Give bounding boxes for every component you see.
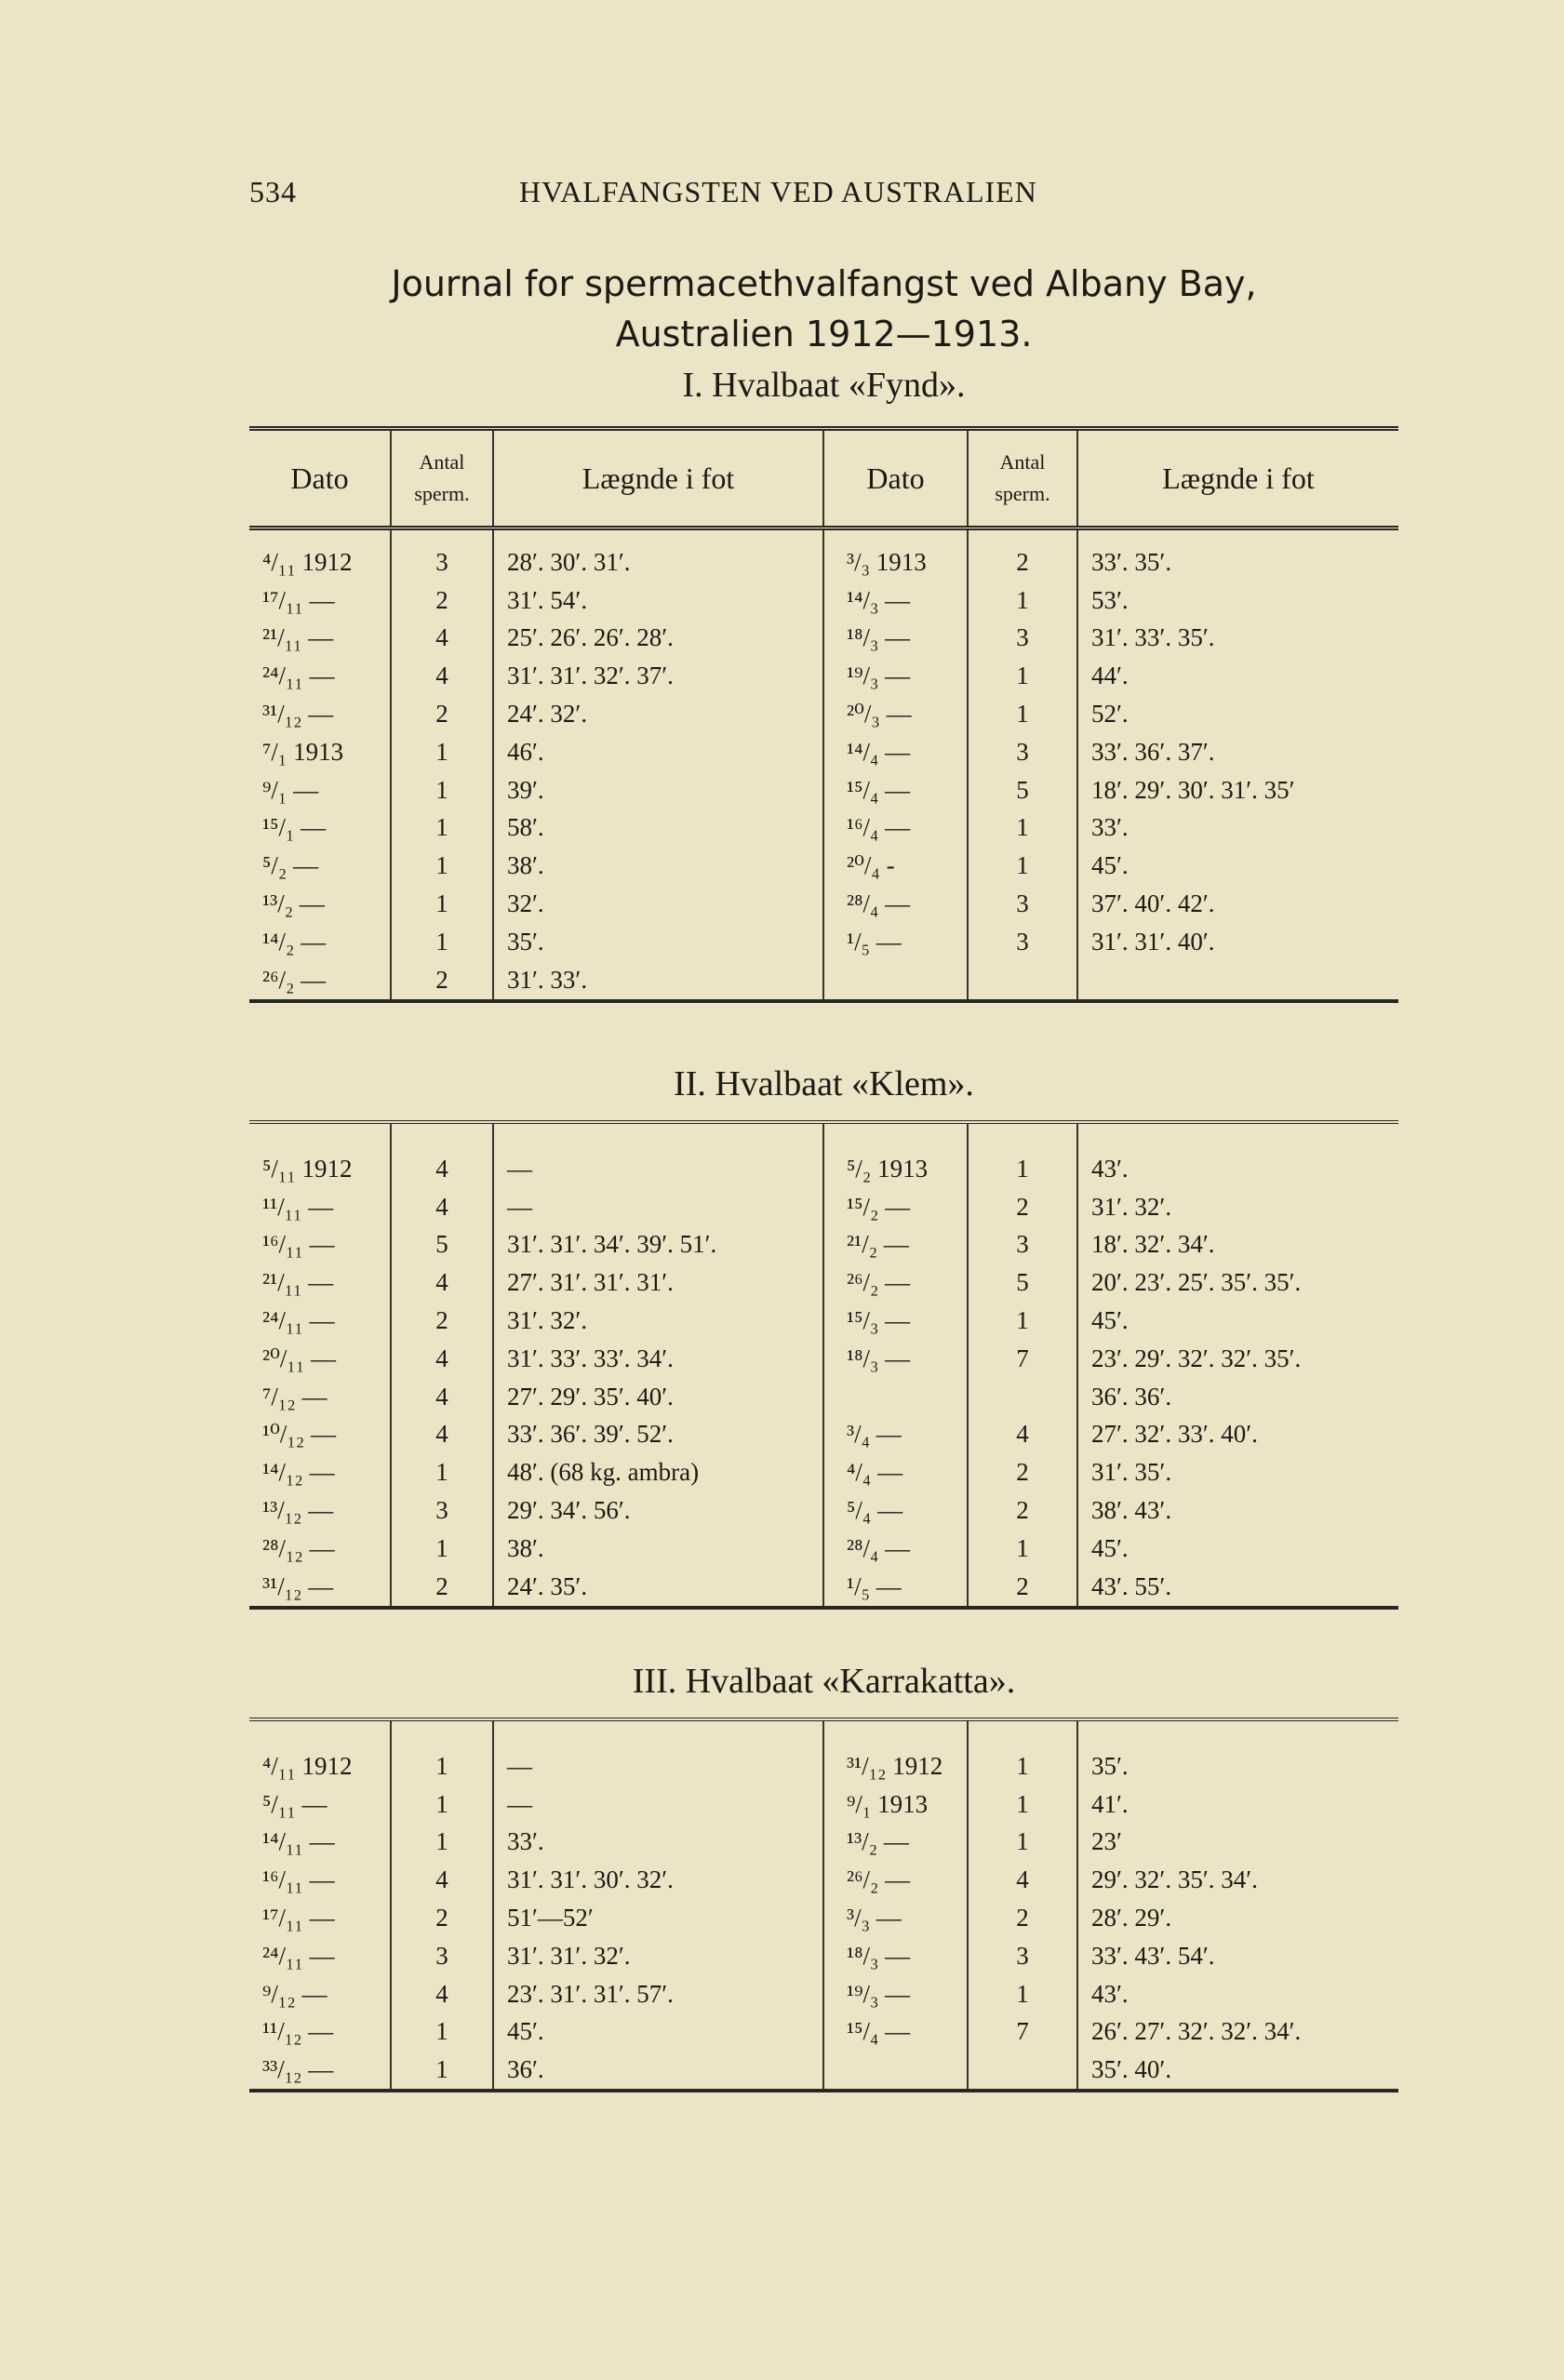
cell-dato: ¹⁶/₁₁ — [249,1226,391,1264]
col-header-sperm: sperm. [414,482,470,505]
cell-dato: ¹⁰/₁₂ — [249,1416,391,1454]
cell-laengde: 31′. 54′. [493,582,823,620]
cell-antal-sperm: 4 [391,1264,493,1302]
cell-dato: ²⁴/₁₁ — [249,1937,391,1975]
cell-antal-sperm-2: 7 [968,2013,1077,2052]
col-header-antal-2: Antal [999,450,1046,474]
cell-laengde-2: 26′. 27′. 32′. 32′. 34′. [1091,2017,1302,2046]
cell-dato: ²⁴/₁₁ — [249,1302,391,1340]
cell-antal-sperm-2 [968,2051,1077,2091]
cell-dato-2: ¹⁹/₃ — [823,1975,968,2013]
cell-antal-sperm-2: 2 [968,528,1077,582]
cell-laengde-2: 33′. 36′. 37′. [1091,737,1215,766]
cell-laengde: — [493,1785,823,1824]
cell-dato: ¹¹/₁₂ — [249,2013,391,2052]
whale-table-fynd [249,426,1398,1003]
cell-antal-sperm-2: 2 [968,1453,1077,1491]
col-header-laengde-2: Lægnde i fot [1077,429,1398,528]
cell-laengde-2: 27′. 32′. 33′. 40′. [1091,1420,1258,1449]
table-row [249,2013,1398,2052]
cell-dato-2: ¹⁵/₄ — [823,771,968,809]
cell-laengde-2: 23′. 29′. 32′. 32′. 35′. [1091,1344,1302,1372]
cell-dato-2: ¹⁸/₃ — [823,620,968,658]
cell-antal-sperm: 2 [391,1568,493,1608]
table-row [249,695,1398,733]
cell-laengde-2: 31′. 32′. [1091,1192,1172,1221]
cell-laengde-2: 33′. [1091,813,1129,842]
cell-laengde-2 [1077,961,1398,1001]
table-row [249,620,1398,658]
cell-laengde-2: 38′. 43′. [1091,1496,1172,1525]
cell-laengde-2: 31′. 35′. [1091,1458,1172,1487]
cell-antal-sperm: 4 [391,1416,493,1454]
cell-dato: ¹⁴/₁₁ — [249,1824,391,1862]
col-header-laengde: Lægnde i fot [493,429,823,528]
cell-dato: ³¹/₁₂ — [249,1568,391,1608]
table-row [249,1302,1398,1340]
cell-laengde: 38′. [493,1530,823,1568]
cell-antal-sperm: 1 [391,809,493,848]
table-row [249,961,1398,1001]
table-body [249,1122,1398,1608]
table-row [249,2051,1398,2091]
cell-laengde-2: 35′. [1077,1719,1398,1785]
table-body [249,528,1398,1001]
cell-dato-2: ²⁰/₃ — [823,695,968,733]
cell-laengde-2: 36′. 36′. [1091,1382,1172,1411]
cell-laengde: 58′. [493,809,823,848]
cell-dato: ²⁴/₁₁ — [249,657,391,695]
cell-antal-sperm-2: 3 [968,1226,1077,1264]
cell-dato-2: ¹⁸/₃ — [823,1340,968,1378]
cell-laengde: 36′. [493,2051,823,2091]
cell-antal-sperm-2: 5 [968,771,1077,809]
table-row [249,1785,1398,1824]
cell-laengde: 32′. [493,885,823,923]
cell-antal-sperm: 4 [391,620,493,658]
cell-antal-sperm-2 [968,961,1077,1001]
cell-dato: ²⁶/₂ — [249,961,391,1001]
cell-antal-sperm: 1 [391,733,493,771]
table-row [249,657,1398,695]
cell-dato: ¹³/₁₂ — [249,1491,391,1530]
cell-dato: ¹⁷/₁₁ — [249,1899,391,1937]
cell-dato: ⁷/₁₂ — [249,1378,391,1416]
cell-laengde-2: 52′. [1091,700,1129,729]
table-row [249,1264,1398,1302]
cell-antal-sperm-2: 1 [968,1530,1077,1568]
cell-laengde: 31′. 31′. 32′. 37′. [493,657,823,695]
cell-antal-sperm: 4 [391,1340,493,1378]
cell-antal-sperm: 4 [391,1975,493,2013]
cell-laengde-2: 45′. [1091,1306,1129,1335]
cell-dato-2: ¹⁶/₄ — [823,809,968,848]
cell-antal-sperm: 1 [391,2013,493,2052]
cell-antal-sperm-2: 7 [968,1340,1077,1378]
cell-laengde: 45′. [493,2013,823,2052]
cell-dato: ¹⁷/₁₁ — [249,582,391,620]
cell-laengde-2: 37′. 40′. 42′. [1091,889,1215,918]
cell-dato-2 [823,1378,968,1416]
cell-laengde: 33′. [493,1824,823,1862]
cell-laengde-2: 43′. [1091,1979,1129,2008]
cell-antal-sperm: 5 [391,1226,493,1264]
cell-dato: ²⁸/₁₂ — [249,1530,391,1568]
table-row [249,1122,1398,1188]
cell-laengde-2: 18′. 29′. 30′. 31′. 35′ [1091,775,1295,804]
cell-dato-2: ¹³/₂ — [823,1824,968,1862]
cell-laengde: 31′. 33′. [493,961,823,1001]
cell-laengde: 24′. 32′. [493,695,823,733]
table-row [249,528,1398,582]
cell-antal-sperm: 4 [391,1188,493,1226]
cell-dato-2: ²¹/₂ — [823,1226,968,1264]
cell-dato: ⁵/₁₁ 1912 [249,1122,391,1188]
cell-dato-2: ⁹/₁ 1913 [823,1785,968,1824]
cell-dato-2 [823,961,968,1001]
running-head: HVALFANGSTEN VED AUSTRALIEN [519,175,1037,208]
cell-antal-sperm: 2 [391,582,493,620]
cell-antal-sperm-2: 1 [968,695,1077,733]
cell-dato-2: ²⁶/₂ — [823,1861,968,1899]
cell-dato: ³³/₁₂ — [249,2051,391,2091]
cell-dato-2: ³/₃ 1913 [823,528,968,582]
table-row [249,1719,1398,1785]
cell-antal-sperm-2: 3 [968,885,1077,923]
table-row [249,923,1398,961]
table-row [249,1340,1398,1378]
col-header-dato: Dato [249,429,391,528]
cell-laengde: 27′. 31′. 31′. 31′. [493,1264,823,1302]
cell-antal-sperm-2 [968,1378,1077,1416]
cell-antal-sperm-2: 1 [968,657,1077,695]
cell-laengde: 27′. 29′. 35′. 40′. [493,1378,823,1416]
cell-antal-sperm: 4 [391,1378,493,1416]
cell-laengde: 31′. 31′. 32′. [493,1937,823,1975]
cell-antal-sperm: 2 [391,1899,493,1937]
cell-dato: ⁵/₂ — [249,847,391,885]
cell-antal-sperm: 1 [391,1719,493,1785]
cell-antal-sperm: 3 [391,1491,493,1530]
cell-antal-sperm: 2 [391,1302,493,1340]
table-row [249,1530,1398,1568]
col-header-antal-sperm [391,429,493,528]
cell-antal-sperm-2: 1 [968,1122,1077,1188]
cell-dato-2: ³/₃ — [823,1899,968,1937]
table-body [249,1719,1398,2091]
cell-dato-2: ¹⁵/₃ — [823,1302,968,1340]
cell-antal-sperm-2: 3 [968,620,1077,658]
cell-laengde-2: 53′. [1091,585,1129,614]
table-row [249,1453,1398,1491]
cell-antal-sperm: 2 [391,695,493,733]
cell-laengde-2: 35′. 40′. [1077,2051,1398,2091]
cell-laengde-2: 33′. 35′. [1091,547,1172,576]
cell-antal-sperm-2: 1 [968,582,1077,620]
cell-antal-sperm: 1 [391,1824,493,1862]
cell-antal-sperm: 1 [391,1785,493,1824]
cell-laengde-2: 23′ [1091,1827,1122,1856]
cell-dato-2: ¹/₅ — [823,1568,968,1608]
cell-antal-sperm: 3 [391,1937,493,1975]
table-row [249,885,1398,923]
cell-antal-sperm: 4 [391,1122,493,1188]
cell-antal-sperm-2: 1 [968,847,1077,885]
cell-dato-2: ⁵/₄ — [823,1491,968,1530]
cell-antal-sperm-2: 3 [968,923,1077,961]
cell-antal-sperm-2: 3 [968,1937,1077,1975]
table-row [249,1226,1398,1264]
table-row [249,1899,1398,1937]
title-line-2: Australien 1912—1913. [615,314,1033,354]
cell-laengde-2: 29′. 32′. 35′. 34′. [1091,1865,1258,1894]
cell-laengde: 39′. [493,771,823,809]
cell-laengde: 23′. 31′. 31′. 57′. [493,1975,823,2013]
cell-antal-sperm-2: 3 [968,733,1077,771]
cell-laengde-2: 18′. 32′. 34′. [1091,1230,1215,1259]
cell-laengde-2: 45′. [1091,851,1129,880]
section-heading-2: II. Hvalbaat «Klem». [674,1064,974,1103]
cell-laengde: 38′. [493,847,823,885]
cell-antal-sperm: 3 [391,528,493,582]
cell-antal-sperm: 1 [391,2051,493,2091]
cell-dato-2: ¹⁸/₃ — [823,1937,968,1975]
cell-laengde: — [493,1188,823,1226]
cell-antal-sperm-2: 4 [968,1861,1077,1899]
cell-dato: ²⁰/₁₁ — [249,1340,391,1378]
cell-dato: ²¹/₁₁ — [249,1264,391,1302]
cell-antal-sperm: 1 [391,1530,493,1568]
cell-dato: ¹⁵/₁ — [249,809,391,848]
cell-antal-sperm-2: 4 [968,1416,1077,1454]
cell-dato-2: ⁵/₂ 1913 [823,1122,968,1188]
cell-antal-sperm-2: 2 [968,1899,1077,1937]
cell-dato-2: ¹/₅ — [823,923,968,961]
cell-dato: ²¹/₁₁ — [249,620,391,658]
table-row [249,733,1398,771]
table-row [249,1824,1398,1862]
cell-dato: ³¹/₁₂ — [249,695,391,733]
cell-dato: ¹⁴/₁₂ — [249,1453,391,1491]
cell-laengde-2: 41′. [1091,1789,1129,1818]
cell-antal-sperm-2: 1 [968,1824,1077,1862]
cell-dato-2: ³¹/₁₂ 1912 [823,1719,968,1785]
cell-antal-sperm: 1 [391,771,493,809]
cell-laengde-2: 45′. [1091,1533,1129,1562]
cell-antal-sperm: 1 [391,885,493,923]
table-row [249,1861,1398,1899]
cell-dato-2: ¹⁵/₂ — [823,1188,968,1226]
cell-dato: ¹⁶/₁₁ — [249,1861,391,1899]
cell-dato-2: ¹⁹/₃ — [823,657,968,695]
title-line-1: Journal for spermacethvalfangst ved Albany Bay, [391,263,1257,304]
cell-antal-sperm: 1 [391,923,493,961]
cell-laengde: 46′. [493,733,823,771]
cell-antal-sperm-2: 1 [968,1302,1077,1340]
col-header-antal: Antal [419,450,465,474]
cell-laengde-2: 43′. [1077,1122,1398,1188]
col-header-dato-2: Dato [823,429,968,528]
cell-antal-sperm: 1 [391,1453,493,1491]
cell-antal-sperm-2: 2 [968,1491,1077,1530]
cell-laengde-2: 33′. 43′. 54′. [1091,1941,1215,1970]
cell-laengde: 33′. 36′. 39′. 52′. [493,1416,823,1454]
cell-dato-2: ¹⁵/₄ — [823,2013,968,2052]
col-header-antal-sperm-2 [968,429,1077,528]
cell-dato-2: ¹⁴/₄ — [823,733,968,771]
cell-antal-sperm: 4 [391,1861,493,1899]
cell-dato: ⁹/₁₂ — [249,1975,391,2013]
cell-dato: ¹³/₂ — [249,885,391,923]
cell-laengde-2: 31′. 33′. 35′. [1091,623,1215,652]
table-row [249,1416,1398,1454]
table-row [249,1975,1398,2013]
table-row [249,1937,1398,1975]
cell-laengde: 28′. 30′. 31′. [493,528,823,582]
cell-laengde: 51′—52′ [493,1899,823,1937]
table-row [249,809,1398,848]
cell-dato: ⁵/₁₁ — [249,1785,391,1824]
cell-dato: ⁹/₁ — [249,771,391,809]
cell-antal-sperm: 2 [391,961,493,1001]
col-header-sperm-2: sperm. [995,482,1050,505]
cell-laengde: 35′. [493,923,823,961]
cell-dato-2: ²⁰/₄ - [823,847,968,885]
cell-laengde: 31′. 33′. 33′. 34′. [493,1340,823,1378]
cell-dato: ¹¹/₁₁ — [249,1188,391,1226]
section-heading-1: I. Hvalbaat «Fynd». [682,366,966,405]
cell-dato: ⁷/₁ 1913 [249,733,391,771]
cell-dato-2: ¹⁴/₃ — [823,582,968,620]
cell-antal-sperm-2: 1 [968,1719,1077,1785]
cell-antal-sperm-2: 1 [968,809,1077,848]
table-row [249,582,1398,620]
table-row [249,1188,1398,1226]
cell-laengde-2: 20′. 23′. 25′. 35′. 35′. [1091,1268,1302,1297]
cell-antal-sperm-2: 2 [968,1568,1077,1608]
table-row [249,1378,1398,1416]
cell-laengde: — [493,1719,823,1785]
cell-laengde: 29′. 34′. 56′. [493,1491,823,1530]
cell-laengde: 48′. (68 kg. ambra) [493,1453,823,1491]
cell-laengde: 31′. 31′. 34′. 39′. 51′. [493,1226,823,1264]
whale-table-karrakatta [249,1718,1398,2093]
cell-dato: ⁴/₁₁ 1912 [249,1719,391,1785]
cell-laengde: — [493,1122,823,1188]
cell-antal-sperm-2: 5 [968,1264,1077,1302]
cell-antal-sperm-2: 1 [968,1785,1077,1824]
table-row [249,847,1398,885]
section-heading-3: III. Hvalbaat «Karrakatta». [632,1662,1016,1701]
cell-laengde: 31′. 32′. [493,1302,823,1340]
cell-laengde-2: 31′. 31′. 40′. [1091,927,1215,956]
cell-antal-sperm-2: 1 [968,1975,1077,2013]
cell-dato-2: ³/₄ — [823,1416,968,1454]
cell-dato-2: ⁴/₄ — [823,1453,968,1491]
cell-dato: ⁴/₁₁ 1912 [249,528,391,582]
cell-antal-sperm-2: 2 [968,1188,1077,1226]
cell-dato-2: ²⁸/₄ — [823,885,968,923]
journal-title [249,259,1398,359]
table-row [249,1491,1398,1530]
cell-laengde-2: 28′. 29′. [1091,1904,1172,1932]
cell-antal-sperm: 4 [391,657,493,695]
cell-dato-2: ²⁸/₄ — [823,1530,968,1568]
cell-antal-sperm: 1 [391,847,493,885]
cell-laengde: 25′. 26′. 26′. 28′. [493,620,823,658]
cell-dato: ¹⁴/₂ — [249,923,391,961]
cell-dato-2 [823,2051,968,2091]
page-number: 534 [249,175,297,208]
cell-laengde-2: 43′. 55′. [1077,1568,1398,1608]
table-row [249,1568,1398,1608]
whale-table-klem [249,1120,1398,1610]
table-row [249,771,1398,809]
table-header-row [249,429,1398,528]
cell-dato-2: ²⁶/₂ — [823,1264,968,1302]
cell-laengde: 31′. 31′. 30′. 32′. [493,1861,823,1899]
cell-laengde-2: 44′. [1091,662,1129,690]
cell-laengde: 24′. 35′. [493,1568,823,1608]
